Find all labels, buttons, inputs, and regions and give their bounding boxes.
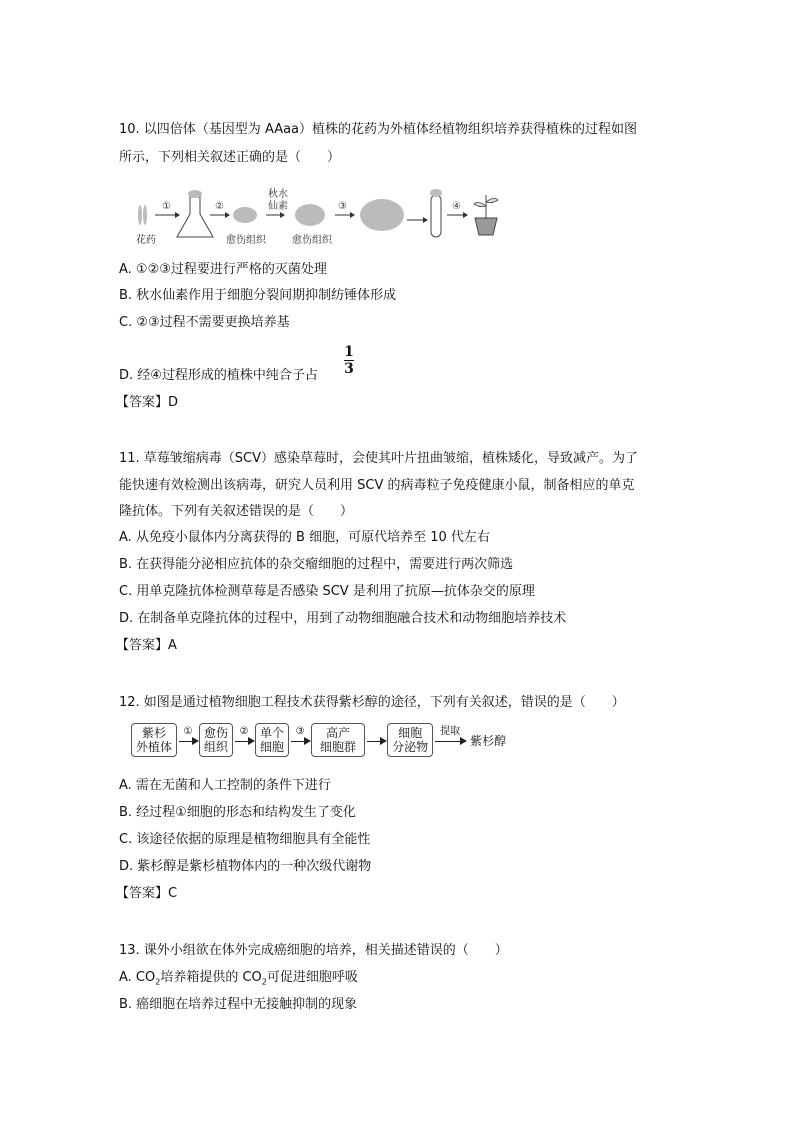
- q13-a-prefix: A. CO: [119, 970, 156, 985]
- callus-label-1: 愈伤组织: [226, 235, 266, 246]
- q12-taxol-pathway-diagram: [131, 723, 506, 757]
- step3-label: ③: [295, 726, 305, 737]
- q12-option-b: B. 经过程①细胞的形态和结构发生了变化: [119, 805, 356, 820]
- step2-label: ②: [239, 726, 249, 737]
- box-high-yield-line2: 细胞群: [320, 740, 357, 754]
- box-explant: [131, 723, 177, 757]
- q11-stem-line3: 隆抗体。下列有关叙述错误的是（ ）: [119, 504, 354, 519]
- q13-stem: 13. 课外小组欲在体外完成癌细胞的培养，相关描述错误的（ ）: [119, 943, 508, 958]
- arrow-icon: [367, 741, 385, 742]
- box-explant-line2: 外植体: [136, 740, 173, 754]
- q13-a-middle: 培养箱提供的 CO: [160, 970, 262, 985]
- arrow-icon: [291, 741, 309, 742]
- extract-label: 提取: [440, 726, 461, 737]
- box-callus-line1: 愈伤: [204, 726, 229, 740]
- arrow-icon: [235, 741, 253, 742]
- q12-option-c: C. 该途径依据的原理是植物细胞具有全能性: [119, 832, 371, 847]
- q12-stem: 12. 如图是通过植物细胞工程技术获得紫杉醇的途径，下列有关叙述，错误的是（ ）: [119, 695, 625, 710]
- q10-answer: 【答案】D: [116, 395, 179, 410]
- q13-option-a: [119, 970, 358, 991]
- step1-label: ①: [162, 201, 171, 212]
- q11-stem-line2: 能快速有效检测出该病毒，研究人员利用 SCV 的病毒粒子免疫健康小鼠，制备相应的单克: [119, 478, 635, 493]
- box-single-cell-line2: 细胞: [260, 740, 285, 754]
- anther-label: 花药: [136, 235, 156, 246]
- arrow-step3: [291, 726, 309, 754]
- product-label: 紫杉醇: [470, 733, 507, 748]
- arrow-step1: [179, 726, 197, 754]
- q11-answer: 【答案】A: [116, 638, 177, 653]
- box-secretion-line1: 细胞: [398, 726, 423, 740]
- q11-option-c: C. 用单克隆抗体检测草莓是否感染 SCV 是利用了抗原—抗体杂交的原理: [119, 584, 535, 599]
- q12-option-a: A. 需在无菌和人工控制的条件下进行: [119, 778, 331, 793]
- box-single-cell: [255, 723, 289, 757]
- arrow-step4: [367, 726, 385, 754]
- potted-plant-icon: [475, 218, 497, 235]
- box-single-cell-line1: 单个: [260, 726, 285, 740]
- box-high-yield-cells: [311, 723, 365, 757]
- step4-label: ④: [452, 201, 461, 212]
- q13-a-suffix: 可促进细胞呼吸: [266, 970, 358, 985]
- callus-icon: [295, 204, 325, 226]
- box-secretion: [387, 723, 433, 757]
- arrow-icon: [179, 741, 197, 742]
- flask-icon: [177, 197, 213, 237]
- box-callus-line2: 组织: [204, 740, 229, 754]
- q10-option-a: A. ①②③过程要进行严格的灭菌处理: [119, 262, 327, 277]
- fraction-one-third: [344, 344, 354, 377]
- box-callus: [199, 723, 233, 757]
- box-explant-line1: 紫杉: [142, 726, 167, 740]
- q11-option-d: D. 在制备单克隆抗体的过程中，用到了动物细胞融合技术和动物细胞培养技术: [119, 611, 567, 626]
- q10-stem-line2: 所示，下列相关叙述正确的是（ ）: [119, 150, 341, 165]
- q11-option-b: B. 在获得能分泌相应抗体的杂交瘤细胞的过程中，需要进行两次筛选: [119, 557, 514, 572]
- q11-option-a: A. 从免疫小鼠体内分离获得的 B 细胞，可原代培养至 10 代左右: [119, 530, 490, 545]
- fraction-denominator: 3: [344, 361, 354, 377]
- box-high-yield-line1: 高产: [326, 726, 351, 740]
- q12-option-d: D. 紫杉醇是紫杉植物体内的一种次级代谢物: [119, 859, 372, 874]
- step3-label: ③: [338, 201, 347, 212]
- arrow-extract: [435, 726, 465, 754]
- arrow-step2: [235, 726, 253, 754]
- subscript: 2: [261, 977, 267, 987]
- box-secretion-line2: 分泌物: [392, 740, 429, 754]
- step2-label: ②: [215, 201, 224, 212]
- callus-icon: [233, 207, 257, 223]
- subscript: 2: [155, 977, 161, 987]
- fraction-numerator: 1: [344, 344, 354, 360]
- q12-answer: 【答案】C: [116, 886, 178, 901]
- step1-label: ①: [183, 726, 193, 737]
- q13-option-b: B. 癌细胞在培养过程中无接触抑制的现象: [119, 997, 358, 1012]
- cell-cluster-icon: [360, 199, 404, 231]
- q11-stem-line1: 11. 草莓皱缩病毒（SCV）感染草莓时，会使其叶片扭曲皱缩，植株矮化，导致减产。为了: [119, 451, 639, 466]
- q10-option-b: B. 秋水仙素作用于细胞分裂间期抑制纺锤体形成: [119, 288, 397, 303]
- callus-label-2: 愈伤组织: [292, 235, 332, 246]
- q10-stem-line1: 10. 以四倍体（基因型为 AAaa）植株的花药为外植体经植物组织培养获得植株的过程如图: [119, 122, 638, 137]
- test-tube-icon: [431, 195, 441, 237]
- arrow-icon: [435, 741, 465, 742]
- colchicine-label-2: 仙素: [268, 201, 288, 212]
- q10-option-d: D. 经④过程形成的植株中纯合子占: [119, 368, 318, 383]
- colchicine-label-1: 秋水: [268, 189, 288, 200]
- q10-tissue-culture-diagram: [120, 180, 520, 250]
- q10-option-c: C. ②③过程不需要更换培养基: [119, 315, 290, 330]
